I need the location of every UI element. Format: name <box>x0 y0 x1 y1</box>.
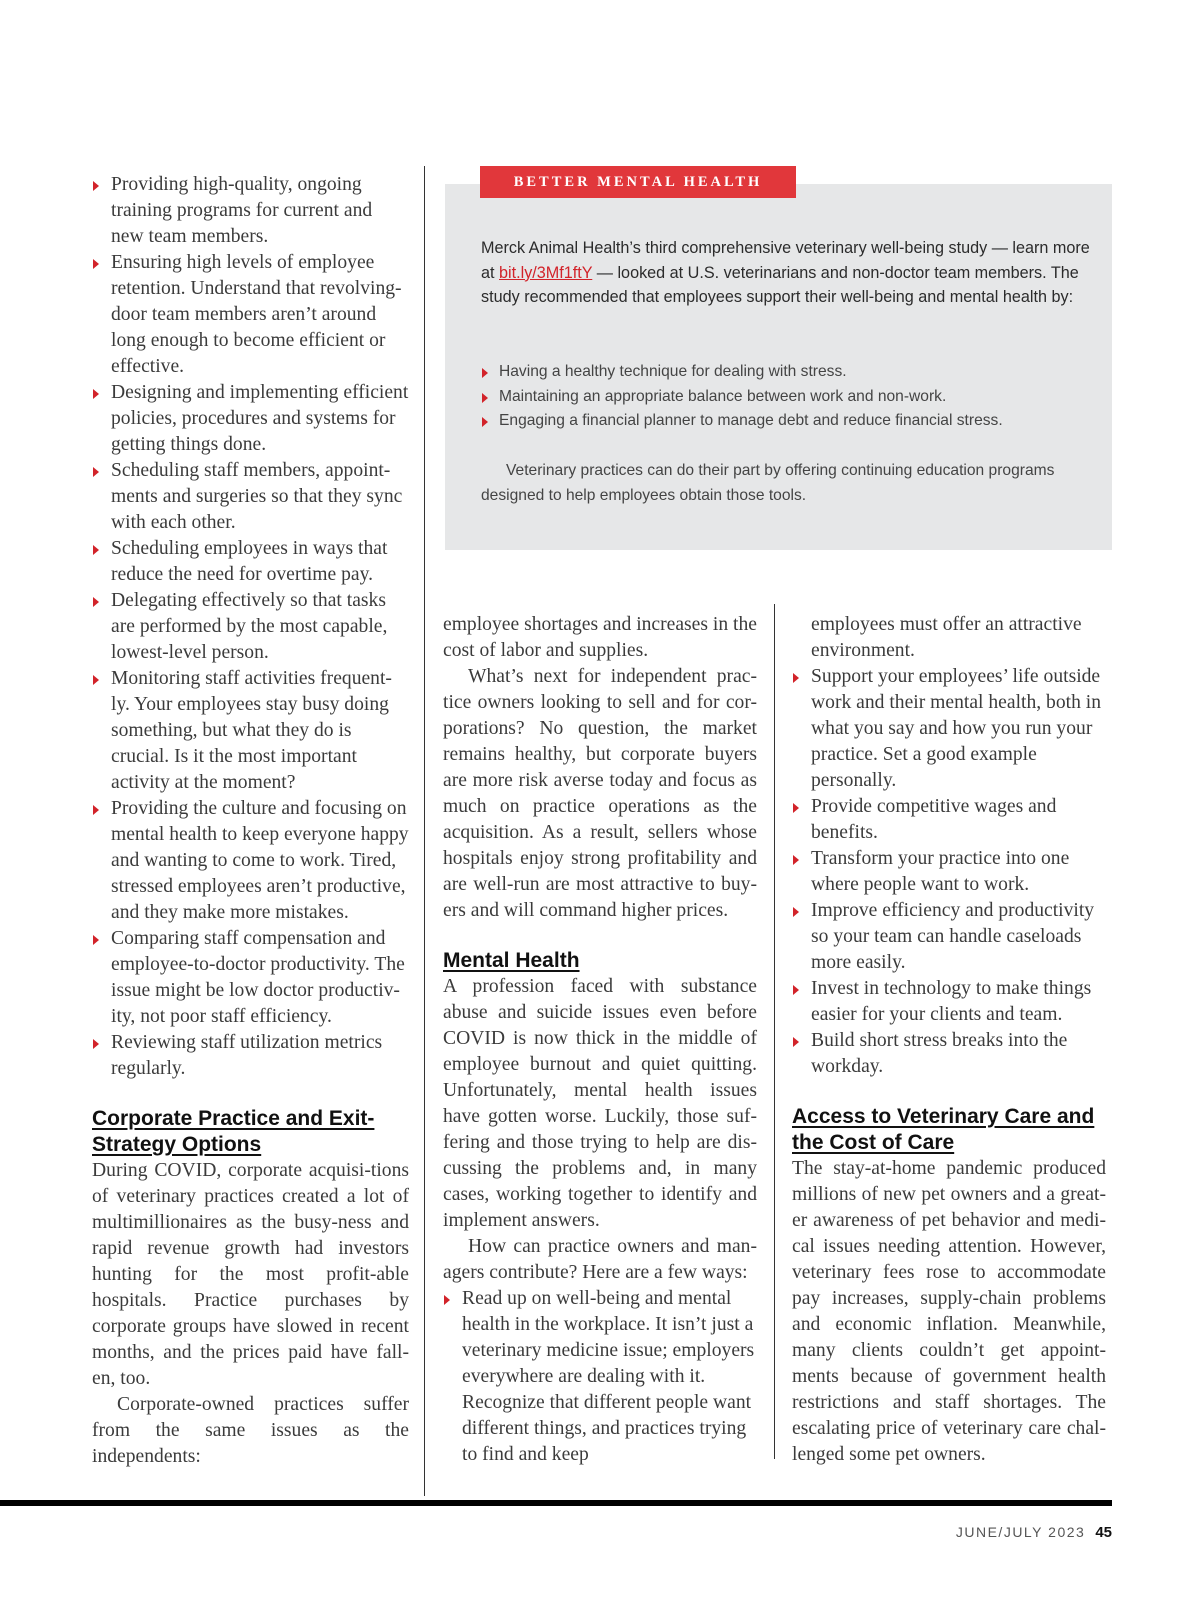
list-item: Providing the culture and focusing on mental health to keep everyone happy and wanting to come to work. Tired, stressed employees aren’t productive, and they make more mistakes. <box>92 796 409 926</box>
list-item: Scheduling employees in ways that reduce the need for overtime pay. <box>92 536 409 588</box>
list-item: Comparing staff compensation and employee-to-doctor productivity. The issue might be low doctor productiv-ity, not poor staff efficiency. <box>92 926 409 1030</box>
staff-practices-list <box>92 172 409 1082</box>
list-item: Monitoring staff activities frequent-ly. Your employees stay busy doing something, but what they do is crucial. Is it the most important activity at the moment? <box>92 666 409 796</box>
section-heading-corporate-practice: Corporate Practice and Exit-Strategy Options <box>92 1107 375 1156</box>
list-item: Transform your practice into one where people want to work. <box>792 846 1106 898</box>
issue-date: JUNE/JULY 2023 <box>955 1524 1086 1540</box>
body-paragraph: What’s next for independent prac-tice owners looking to sell and for cor-porations? No question, the market remains healthy, but corporate buyers are more risk averse today and focus as much on practice operations as the acquisition. As a result, sellers whose hospitals enjoy strong profitability and are well-run are most attractive to buy-ers and will command higher prices. <box>443 666 757 921</box>
body-paragraph: During COVID, corporate acquisi-tions of veterinary practices created a lot of multimillionaires as the busy-ness and rapid revenue growth had investors hunting for the most profit-able hospitals. Practice purchases by corporate groups have slowed in recent months, and the prices paid have fall-en, too. <box>92 1160 409 1389</box>
list-item: Scheduling staff members, appoint-ments and surgeries so that they sync with each other. <box>92 458 409 536</box>
workplace-tips-list <box>792 664 1106 1080</box>
column-2 <box>443 612 757 1468</box>
list-item: Engaging a financial planner to manage debt and reduce financial stress. <box>481 409 1101 434</box>
contribution-list <box>443 1286 757 1468</box>
continuation-text: employees must offer an attractive environment. <box>811 614 1082 661</box>
list-item: Delegating effectively so that tasks are performed by the most capable, lowest-level person. <box>92 588 409 666</box>
list-item: Invest in technology to make things easier for your clients and team. <box>792 976 1106 1028</box>
sidebar-note: Veterinary practices can do their part by offering continuing education programs designed to help employees obtain those tools. <box>481 462 1055 504</box>
column-1 <box>92 172 409 1470</box>
list-item: Having a healthy technique for dealing with stress. <box>481 360 1101 385</box>
footer-rule <box>0 1500 1112 1506</box>
list-item: Provide competitive wages and benefits. <box>792 794 1106 846</box>
list-item: Ensuring high levels of employee retention. Understand that revolving-door team members aren’t around long enough to become efficient or effective. <box>92 250 409 380</box>
body-paragraph: How can practice owners and man-agers contribute? Here are a few ways: <box>443 1236 757 1283</box>
body-paragraph: Corporate-owned practices suffer from the same issues as the independents: <box>92 1394 409 1467</box>
sidebar-intro: Merck Animal Health’s third comprehensive veterinary well-being study — learn more at bit.ly/3Mf1ftY — looked at U.S. veterinarians and non-doctor team members. The study recommended that employees support their well-being and mental health by: <box>481 239 1090 306</box>
list-item: Build short stress breaks into the workday. <box>792 1028 1106 1080</box>
page-number: 45 <box>1095 1524 1112 1541</box>
column-3 <box>792 612 1106 1468</box>
body-paragraph: The stay-at-home pandemic produced millions of new pet owners and a great-er awareness of pet behavior and medi-cal issues needing attention. However, veterinary fees rose to accommodate pay increases, supply-chain problems and economic inflation. Meanwhile, many clients couldn’t get appoint-ments because of government health restrictions and staff shortages. The escalating price of veterinary care chal-lenged some pet owners. <box>792 1158 1106 1465</box>
column-divider <box>774 604 775 1459</box>
list-item: Designing and implementing efficient policies, procedures and systems for getting things done. <box>92 380 409 458</box>
body-paragraph: employee shortages and increases in the cost of labor and supplies. <box>443 614 757 661</box>
list-item: Providing high-quality, ongoing training programs for current and new team members. <box>92 172 409 250</box>
list-item: Maintaining an appropriate balance between work and non-work. <box>481 385 1101 410</box>
list-item: Support your employees’ life outside work and their mental health, both in what you say and how you run your practice. Set a good example personally. <box>792 664 1106 794</box>
body-paragraph: A profession faced with substance abuse and suicide issues even before COVID is now thick in the middle of employee burnout and quiet quitting. Unfortunately, mental health issues have gotten worse. Luckily, those suf-fering and those trying to help are dis-cussing the problems and, in many cases, working together to identify and implement answers. <box>443 976 757 1231</box>
page-footer <box>930 1524 1112 1541</box>
column-divider <box>424 166 425 1496</box>
list-item: Reviewing staff utilization metrics regularly. <box>92 1030 409 1082</box>
list-item: Improve efficiency and productivity so your team can handle caseloads more easily. <box>792 898 1106 976</box>
study-link[interactable]: bit.ly/3Mf1ftY <box>499 263 593 282</box>
sidebar-list <box>481 360 1101 434</box>
section-heading-mental-health: Mental Health <box>443 949 580 972</box>
section-heading-access-to-care: Access to Veterinary Care and the Cost of Care <box>792 1105 1095 1154</box>
list-item: Read up on well-being and mental health in the workplace. It isn’t just a veterinary medicine issue; employers everywhere are dealing with it. Recognize that different people want different things, and practices trying to find and keep <box>443 1286 757 1468</box>
sidebar-tag: BETTER MENTAL HEALTH <box>480 166 796 198</box>
